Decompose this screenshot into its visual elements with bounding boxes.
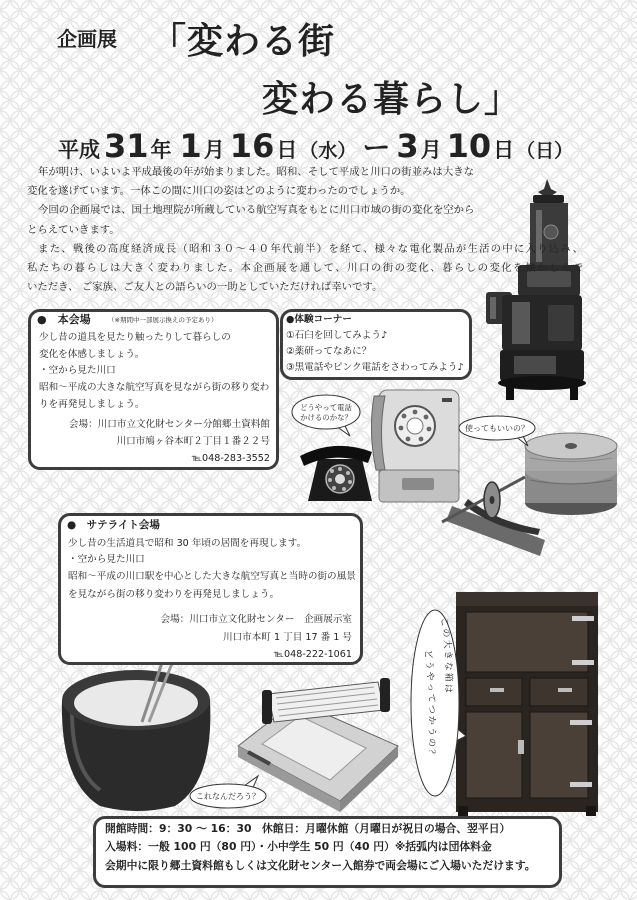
- stove-photo: [486, 179, 586, 400]
- main-venue-line: 変化を体感しましょう。: [39, 349, 145, 360]
- bubble-phone-line-2: かけるのかな？: [300, 413, 352, 422]
- date-end-month: 3: [396, 127, 419, 165]
- satellite-venue-box: [58, 513, 363, 665]
- title-line-1: 「変わる街: [150, 20, 336, 62]
- intro-line: 変化を遂げています。一体この間に川口の姿はどのように変わったのでしょうか。: [27, 185, 411, 197]
- intro-line: いただき、 ご家族、ご友人との語らいの一助としていただければ幸いです。: [27, 281, 383, 293]
- experience-item: ①石臼を回してみよう♪: [286, 330, 388, 341]
- date-end-weekday: （日）: [516, 140, 574, 162]
- satellite-tel: ℡048-222-1061: [273, 649, 352, 660]
- main-venue-location: 会場：川口市立文化財センター分館郷土資料館: [68, 419, 270, 430]
- hibachi-photo: [62, 651, 210, 811]
- intro-line: また、戦後の高度経済成長（昭和３０～４０年代前半）を経て、様々な電化製品が生活の中に入り込み、: [38, 243, 583, 255]
- stone-mill-photo: [525, 433, 617, 515]
- date-start-weekday: （水）: [299, 140, 357, 162]
- main-venue-address: 川口市鳩ヶ谷本町２丁目１番２２号: [116, 436, 270, 447]
- bubble-use: [459, 416, 535, 446]
- bubble-what-text: これなんだろう？: [196, 792, 260, 801]
- closed-days: 休館日：月曜休館（月曜日が祝日の場合、翌平日）: [262, 822, 511, 835]
- satellite-line: 昭和～平成の川口駅を中心とした大きな航空写真と当時の街の風景: [68, 571, 356, 582]
- satellite-location: 会場：川口市立文化財センター 企画展示室: [160, 614, 352, 625]
- experience-item: ②薬研ってなあに？: [286, 346, 372, 357]
- date-start-day: 16: [229, 127, 275, 165]
- exhibition-dates: [58, 128, 573, 169]
- date-year-unit: 年: [150, 138, 172, 162]
- satellite-line: を見ながら街の移り変わりを再発見しましょう。: [68, 589, 280, 600]
- satellite-line: 少し昔の生活道具で昭和 30 年頃の居間を再現します。: [68, 538, 307, 549]
- admission-fee: 入場料：一般 100 円（80 円）・小中学生 50 円（40 円）※括弧内は団体料金: [105, 840, 492, 853]
- bubble-box-line-1: この大きな箱は: [438, 616, 453, 696]
- date-day-unit: 日: [493, 138, 515, 162]
- bubble-use-text: 使ってもいいの？: [465, 424, 529, 433]
- ticket-note: 会期中に限り郷土資料館もしくは文化財センター入館券で両会場にご入場いただけます。: [105, 859, 536, 872]
- intro-line: 年が明け、いよいよ平成最後の年が始まりました。昭和、そして平成と川口の街並みは大きな: [38, 166, 474, 178]
- admission-info-box: [93, 816, 562, 888]
- experience-item: ③黒電話やピンク電話をさわってみよう♪: [286, 362, 464, 373]
- date-day-unit: 日: [276, 138, 298, 162]
- main-venue-line: 少し昔の道具を見たり触ったりして暮らしの: [39, 332, 231, 343]
- date-era: 平成: [58, 138, 100, 162]
- main-venue-line: 昭和～平成の大きな航空写真を見ながら街の移り変わ: [39, 382, 270, 393]
- intro-line: とらえていきます。: [27, 224, 120, 236]
- satellite-address: 川口市本町 1 丁目 17 番 1 号: [222, 632, 352, 643]
- main-venue-heading: ● 本会場: [37, 313, 91, 326]
- intro-line: 今回の企画展では、国土地理院が所蔵している航空写真をもとに川口市域の街の変化を空から: [38, 204, 475, 216]
- date-separator: ー: [362, 131, 391, 164]
- date-month-unit: 月: [203, 138, 225, 162]
- date-month-unit: 月: [420, 138, 442, 162]
- title-line-2: 変わる暮らし」: [262, 78, 522, 120]
- bubble-what: [190, 776, 266, 808]
- bubble-box-line-2: どうやってつかうの？: [422, 649, 437, 761]
- main-venue-box: [28, 309, 279, 470]
- bubble-phone-line-1: どうやって電話: [300, 403, 352, 412]
- opening-hours: 開館時間：9：30 ～ 16：30: [105, 822, 252, 835]
- intro-line: 私たちの暮らしは大きく変わりました。本企画展を通して、川口の街の変化、暮らしの変化を懐かしんで: [27, 262, 583, 274]
- pink-phone-photo: [371, 390, 459, 502]
- satellite-heading: ● サテライト会場: [67, 519, 160, 531]
- date-year: 31: [104, 127, 149, 165]
- experience-corner-box: [280, 309, 472, 380]
- bubble-phone: [292, 395, 360, 436]
- main-venue-tel: ℡048-283-3552: [191, 453, 270, 464]
- black-phone-photo: [300, 446, 372, 501]
- date-start-month: 1: [179, 127, 202, 165]
- exhibition-label: 企画展: [57, 27, 117, 51]
- cabinet-photo: [456, 592, 598, 816]
- experience-heading: ●体験コーナー: [286, 314, 352, 325]
- main-venue-line: ・空から見た川口: [39, 365, 116, 376]
- main-venue-note: （※期間中一部展示換えの予定あり）: [108, 316, 218, 324]
- date-end-day: 10: [446, 127, 492, 165]
- satellite-line: ・空から見た川口: [68, 554, 145, 565]
- main-venue-line: りを再発見しましょう。: [39, 399, 145, 410]
